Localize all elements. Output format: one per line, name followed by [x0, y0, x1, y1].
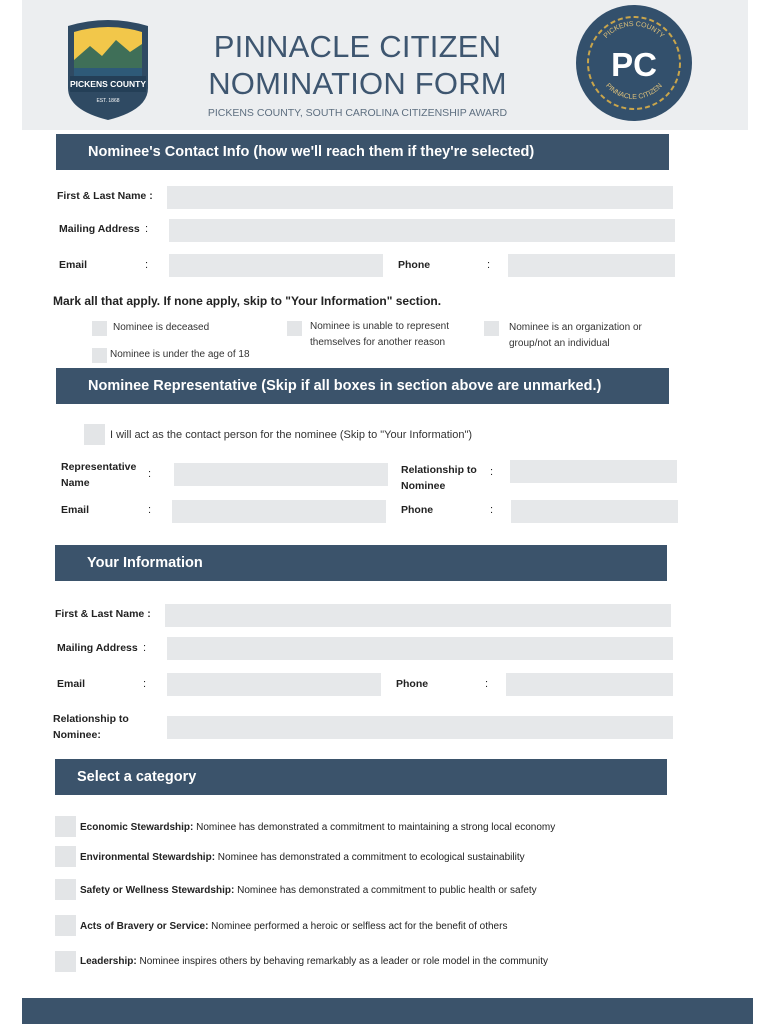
- your-email-input[interactable]: [167, 673, 381, 696]
- checkbox-deceased[interactable]: [92, 321, 107, 336]
- checkbox-unable-label: [310, 319, 449, 351]
- rep-relationship-label: [401, 462, 477, 494]
- colon: :: [143, 678, 147, 690]
- checkbox-organization[interactable]: [484, 321, 499, 336]
- colon: :: [487, 259, 491, 271]
- nominee-address-input[interactable]: [169, 219, 675, 242]
- your-address-label: Mailing Address: [57, 642, 138, 654]
- checkbox-category-environmental[interactable]: [55, 846, 76, 867]
- category-environmental-title: Environmental Stewardship:: [80, 852, 216, 863]
- rep-name-label-line1: Representative: [61, 461, 137, 473]
- rep-relationship-input[interactable]: [510, 460, 677, 483]
- checkbox-category-safety[interactable]: [55, 879, 76, 900]
- rep-name-label-line2: Name: [61, 477, 90, 489]
- checkbox-contact-person[interactable]: [84, 424, 105, 445]
- rep-phone-input[interactable]: [511, 500, 678, 523]
- rep-name-input[interactable]: [174, 463, 388, 486]
- checkbox-unable-label-line1: Nominee is unable to represent: [310, 321, 449, 332]
- nominee-phone-label: Phone: [398, 259, 431, 271]
- form-title: [195, 28, 520, 102]
- checkbox-unable-to-represent[interactable]: [287, 321, 302, 336]
- your-relationship-input[interactable]: [167, 716, 673, 739]
- checkbox-category-leadership[interactable]: [55, 951, 76, 972]
- category-safety-title: Safety or Wellness Stewardship:: [80, 885, 235, 896]
- category-leadership-desc: Nominee inspires others by behaving remarkably as a leader or role model in the community: [136, 956, 548, 967]
- your-phone-input[interactable]: [506, 673, 673, 696]
- colon: :: [490, 504, 494, 516]
- your-address-input[interactable]: [167, 637, 673, 660]
- rep-relationship-label-line2: Nominee: [401, 480, 446, 492]
- footer-bar: [22, 998, 753, 1024]
- colon: :: [490, 466, 494, 478]
- rep-name-label: [61, 459, 136, 491]
- rep-email-label: Email: [61, 504, 90, 516]
- colon: :: [148, 468, 152, 480]
- your-phone-label: Phone: [396, 678, 429, 690]
- checkbox-org-label-line1: Nominee is an organization or: [509, 322, 642, 333]
- svg-text:PC: PC: [611, 46, 657, 83]
- nominee-email-label: Email: [59, 259, 88, 271]
- form-subtitle: PICKENS COUNTY, SOUTH CAROLINA CITIZENSHIP AWARD: [207, 107, 508, 119]
- checkbox-contact-person-label: I will act as the contact person for the nominee (Skip to "Your Information"): [110, 429, 473, 441]
- checkbox-deceased-label: Nominee is deceased: [113, 322, 210, 333]
- your-name-input[interactable]: [165, 604, 671, 627]
- category-economic-title: Economic Stewardship:: [80, 822, 194, 833]
- checkbox-under-18[interactable]: [92, 348, 107, 363]
- your-relationship-label: [53, 711, 129, 743]
- category-leadership-label: [80, 956, 548, 967]
- colon: :: [145, 223, 149, 235]
- mark-all-note: Mark all that apply. If none apply, skip to "Your Information" section.: [53, 294, 442, 308]
- checkbox-org-label-line2: group/not an individual: [509, 338, 610, 349]
- nominee-email-input[interactable]: [169, 254, 383, 277]
- pinnacle-citizen-seal: [575, 4, 693, 127]
- nominee-address-label: Mailing Address: [59, 223, 140, 235]
- your-name-label: First & Last Name :: [55, 608, 151, 620]
- section-representative-heading: Nominee Representative (Skip if all boxes in section above are unmarked.): [56, 368, 669, 404]
- category-bravery-label: [80, 921, 507, 932]
- svg-text:PINNACLE CITIZEN: PINNACLE CITIZEN: [604, 82, 664, 102]
- category-bravery-desc: Nominee performed a heroic or selfless act for the benefit of others: [208, 921, 508, 932]
- your-relationship-label-line1: Relationship to: [53, 713, 129, 725]
- colon: :: [148, 504, 152, 516]
- checkbox-unable-label-line2: themselves for another reason: [310, 337, 446, 348]
- checkbox-organization-label: [509, 320, 642, 352]
- section-category-heading: Select a category: [55, 759, 667, 795]
- checkbox-category-economic[interactable]: [55, 816, 76, 837]
- category-safety-desc: Nominee has demonstrated a commitment to public health or safety: [234, 885, 537, 896]
- rep-relationship-label-line1: Relationship to: [401, 464, 477, 476]
- your-relationship-label-line2: Nominee:: [53, 729, 101, 741]
- nominee-name-input[interactable]: [167, 186, 673, 209]
- svg-text:PICKENS COUNTY: PICKENS COUNTY: [69, 79, 147, 89]
- colon: :: [485, 678, 489, 690]
- title-line-1: PINNACLE CITIZEN: [213, 29, 502, 64]
- title-line-2: NOMINATION FORM: [208, 66, 507, 101]
- svg-text:EST. 1868: EST. 1868: [96, 98, 120, 104]
- category-environmental-desc: Nominee has demonstrated a commitment to ecological sustainability: [215, 852, 525, 863]
- section-your-info-heading: Your Information: [55, 545, 667, 581]
- category-leadership-title: Leadership:: [80, 956, 137, 967]
- colon: :: [145, 259, 149, 271]
- category-bravery-title: Acts of Bravery or Service:: [80, 921, 209, 932]
- nominee-phone-input[interactable]: [508, 254, 675, 277]
- rep-phone-label: Phone: [401, 504, 434, 516]
- your-email-label: Email: [57, 678, 86, 690]
- category-economic-desc: Nominee has demonstrated a commitment to maintaining a strong local economy: [193, 822, 556, 833]
- category-environmental-label: [80, 852, 525, 863]
- colon: :: [143, 642, 147, 654]
- nominee-name-label: First & Last Name :: [57, 190, 153, 202]
- section-nominee-contact-heading: Nominee's Contact Info (how we'll reach them if they're selected): [56, 134, 669, 170]
- svg-text:PICKENS COUNTY: PICKENS COUNTY: [602, 20, 666, 40]
- checkbox-under-18-label: Nominee is under the age of 18: [110, 349, 250, 360]
- category-safety-label: [80, 885, 537, 896]
- pickens-county-logo: [64, 18, 152, 127]
- rep-email-input[interactable]: [172, 500, 386, 523]
- category-economic-label: [80, 822, 555, 833]
- checkbox-category-bravery[interactable]: [55, 915, 76, 936]
